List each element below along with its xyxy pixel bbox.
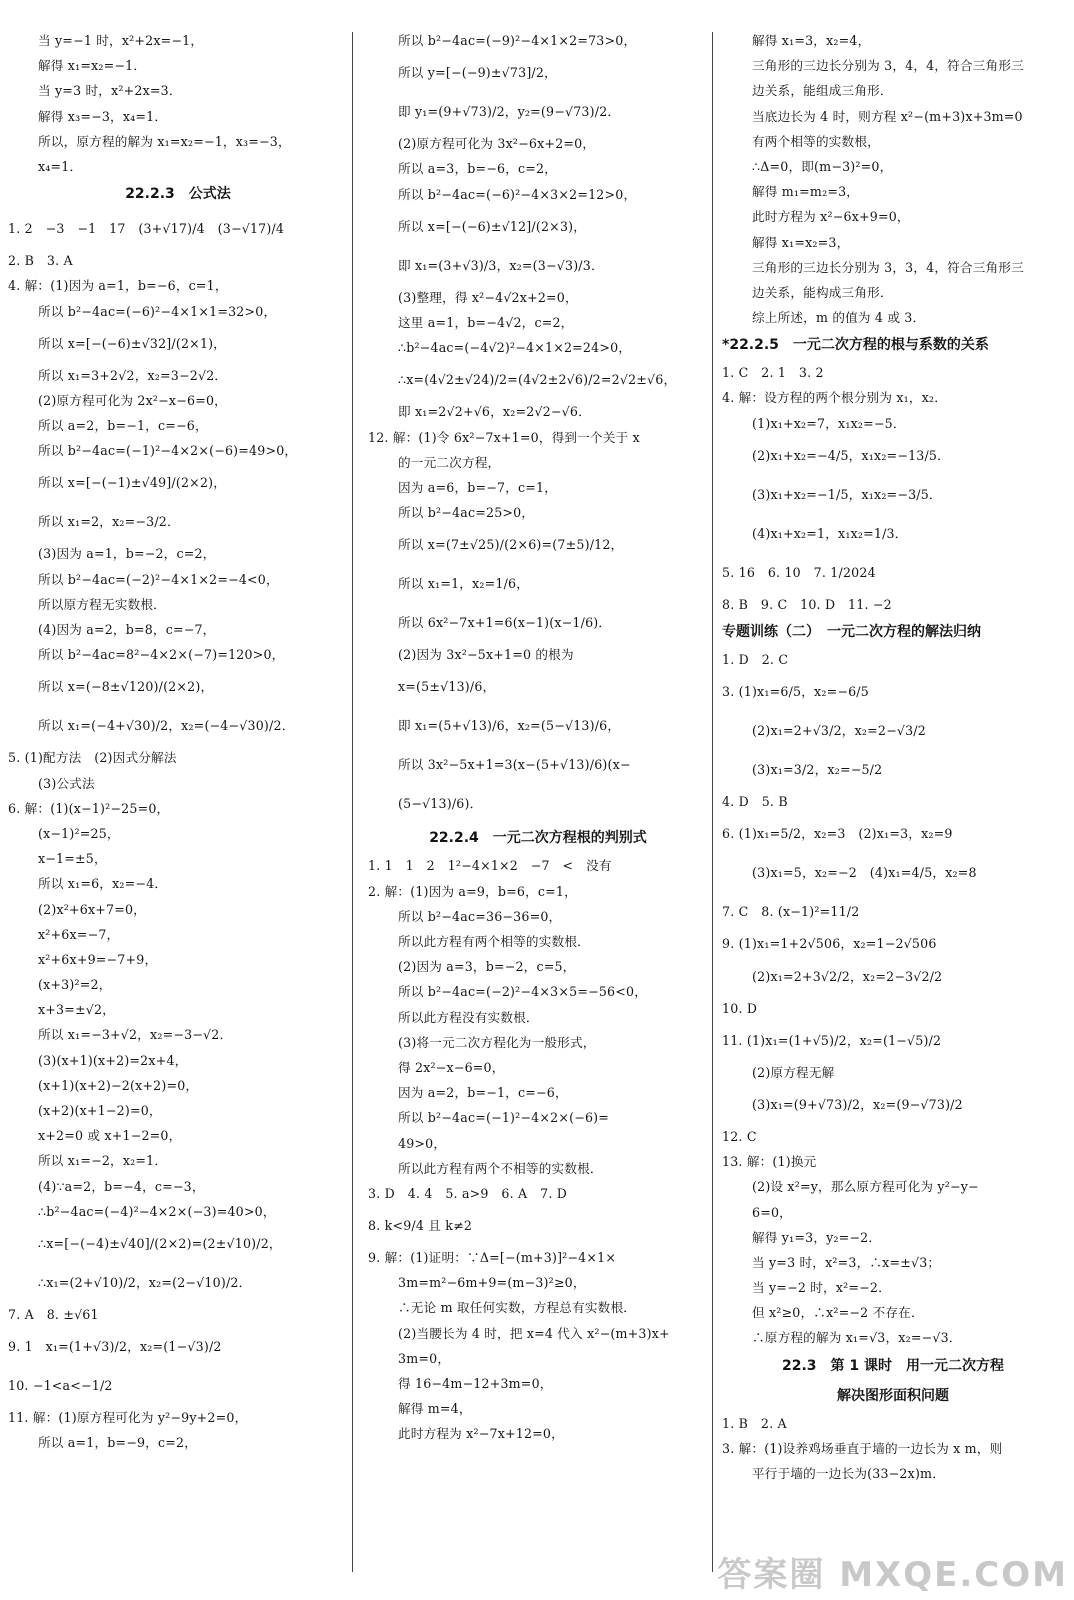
answer-line: 所以 a=1，b=−9，c=2， [38, 1435, 198, 1451]
answer-line: 所以此方程有两个不相等的实数根． [398, 1160, 603, 1176]
answer-line: (x−1)²=25， [38, 825, 120, 841]
answer-line: 1. C 2. 1 3. 2 [722, 365, 824, 381]
answer-line: 5. 16 6. 10 7. 1/2024 [722, 564, 876, 580]
answer-line: ∴无论 m 取任何实数，方程总有实数根． [398, 1300, 637, 1316]
answer-line: x=(5±√13)/6， [398, 679, 496, 695]
answer-line: (2)x²+6x+7=0， [38, 901, 146, 917]
answer-line: (2)原方程可化为 3x²−6x+2=0， [398, 136, 596, 152]
answer-line: (2)因为 3x²−5x+1=0 的根为 [398, 647, 574, 663]
answer-line: 所以 b²−4ac=(−6)²−4×1×1=32>0， [38, 303, 277, 319]
answer-line: (3)公式法 [38, 775, 95, 791]
answer-line: (3)(x+1)(x+2)=2x+4， [38, 1052, 188, 1068]
answer-line: 3m=m²−6m+9=(m−3)²≥0， [398, 1275, 586, 1291]
answer-line: (2)x₁=2+√3/2，x₂=2−√3/2 [752, 723, 926, 739]
answer-line: 所以 a=3，b=−6，c=2， [398, 161, 558, 177]
answer-line: 所以 x₁=1，x₂=1/6， [398, 576, 530, 592]
answer-line: 2. 解：(1)因为 a=9，b=6，c=1， [368, 883, 577, 899]
answer-line: (1)x₁+x₂=7，x₁x₂=−5． [752, 415, 906, 431]
answer-line: 解得 y₁=3，y₂=−2． [752, 1229, 882, 1245]
answer-line: 8. B 9. C 10. D 11. −2 [722, 596, 892, 612]
answer-line: (3)x₁=(9+√73)/2，x₂=(9−√73)/2 [752, 1096, 963, 1112]
answer-line: 即 x₁=(3+√3)/3，x₂=(3−√3)/3． [398, 257, 604, 273]
answer-line: 13. 解：(1)换元 [722, 1154, 817, 1170]
answer-line: (3)x₁=5，x₂=−2 (4)x₁=4/5，x₂=8 [752, 865, 977, 881]
answer-line: 所以 x₁=(−4+√30)/2，x₂=(−4−√30)/2． [38, 718, 295, 734]
answer-line: (2)因为 a=3，b=−2，c=5， [398, 959, 576, 975]
answer-line: 3. 解：(1)设养鸡场垂直于墙的一边长为 x m，则 [722, 1440, 1003, 1456]
answer-line: 所以 y=[−(−9)±√73]/2， [398, 65, 557, 81]
answer-line: (3)整理，得 x²−4√2x+2=0， [398, 289, 578, 305]
answer-line: 解得 m₁=m₂=3， [752, 184, 860, 200]
answer-line: 4. D 5. B [722, 794, 788, 810]
answer-line: 49>0， [398, 1135, 447, 1151]
answer-line: ∴原方程的解为 x₁=√3，x₂=−√3． [752, 1330, 962, 1346]
answer-line: 所以此方程没有实数根． [398, 1009, 539, 1025]
answer-line: 所以 x₁=3+2√2，x₂=3−2√2． [38, 367, 228, 383]
answer-line: 6. (1)x₁=5/2，x₂=3 (2)x₁=3，x₂=9 [722, 826, 953, 842]
answer-line: (2)x₁=2+3√2/2，x₂=2−3√2/2 [752, 968, 943, 984]
answer-line: x²+6x=−7， [38, 926, 120, 942]
answer-line: 的一元二次方程， [398, 454, 501, 470]
answer-line: 10. −1<a<−1/2 [8, 1378, 113, 1394]
answer-line: 1. 1 1 2 1²−4×1×2 −7 < 没有 [368, 858, 612, 874]
answer-line: (4)因为 a=2，b=8，c=−7， [38, 622, 216, 637]
answer-column-2 [368, 28, 708, 1447]
answer-line: 平行于墙的一边长为(33−2x)m． [752, 1466, 945, 1481]
answer-line: (3)将一元二次方程化为一般形式， [398, 1034, 596, 1050]
answer-line: ∴x=[−(−4)±√40]/(2×2)=(2±√10)/2， [38, 1235, 282, 1251]
section-heading: *22.2.5 一元二次方程的根与系数的关系 [722, 337, 989, 354]
answer-line: 解得 x₁=3，x₂=4， [752, 33, 871, 48]
answer-line: (3)x₁+x₂=−1/5，x₁x₂=−3/5． [752, 486, 942, 502]
answer-line: 所以 x₁=6，x₂=−4． [38, 876, 168, 892]
answer-line: (5−√13)/6)． [398, 796, 483, 812]
answer-line: 9. (1)x₁=1+2√506，x₂=1−2√506 [722, 936, 937, 952]
answer-line: 12. C [722, 1128, 757, 1144]
answer-line: 8. k<9/4 且 k≠2 [368, 1218, 473, 1234]
answer-line: 所以，原方程的解为 x₁=x₂=−1，x₃=−3， [38, 133, 291, 149]
answer-line: 10. D [722, 1000, 758, 1016]
answer-line: 边关系，能构成三角形． [752, 284, 893, 300]
answer-line: 4. 解：设方程的两个根分别为 x₁，x₂． [722, 390, 948, 406]
section-heading: 22.3 第 1 课时 用一元二次方程 [781, 1357, 1005, 1374]
answer-line: (x+1)(x+2)−2(x+2)=0， [38, 1077, 199, 1093]
answer-line: 所以 x₁=−3+√2，x₂=−3−√2． [38, 1027, 233, 1043]
answer-line: 此时方程为 x²−7x+12=0， [398, 1426, 564, 1442]
answer-line: 即 x₁=2√2+√6，x₂=2√2−√6． [398, 404, 591, 420]
answer-line: 所以 b²−4ac=(−9)²−4×1×2=73>0， [398, 33, 637, 48]
answer-line: 5. (1)配方法 (2)因式分解法 [8, 750, 177, 766]
answer-line: 所以 b²−4ac=(−1)²−4×2×(−6)= [398, 1110, 610, 1126]
column-divider [712, 32, 713, 1572]
answer-line: (4)∵a=2，b=−4，c=−3， [38, 1178, 205, 1194]
answer-line: 所以 b²−4ac=(−6)²−4×3×2=12>0， [398, 186, 637, 202]
answer-column-1 [8, 28, 348, 1456]
answer-line: 11. 解：(1)原方程可化为 y²−9y+2=0， [8, 1410, 248, 1426]
answer-line: x₄=1． [38, 158, 83, 174]
answer-line: ∴b²−4ac=(−4)²−4×2×(−3)=40>0， [38, 1203, 276, 1219]
section-heading: 22.2.3 公式法 [125, 186, 231, 203]
answer-line: (4)x₁+x₂=1，x₁x₂=1/3． [752, 525, 908, 541]
answer-line: 所以 b²−4ac=8²−4×2×(−7)=120>0， [38, 647, 285, 663]
answer-line: 所以 a=2，b=−1，c=−6， [38, 418, 208, 434]
answer-line: 1. D 2. C [722, 652, 789, 667]
answer-line: 1. 2 −3 −1 17 (3+√17)/4 (3−√17)/4 [8, 221, 285, 237]
answer-line: 所以 6x²−7x+1=6(x−1)(x−1/6)． [398, 615, 612, 631]
answer-line: 所以 b²−4ac=25>0， [398, 505, 535, 521]
answer-line: 所以 x=[−(−1)±√49]/(2×2)， [38, 475, 227, 491]
answer-line: 4. 解：(1)因为 a=1，b=−6，c=1， [8, 278, 228, 294]
answer-line: 3m=0， [398, 1350, 451, 1366]
answer-line: 所以 x=(−8±√120)/(2×2)， [38, 679, 214, 695]
answer-line: 当底边长为 4 时，则方程 x²−(m+3)x+3m=0 [752, 108, 1023, 124]
answer-line: 即 x₁=(5+√13)/6，x₂=(5−√13)/6， [398, 718, 621, 734]
answer-line: x−1=±5， [38, 851, 107, 867]
section-heading: 22.2.4 一元二次方程根的判别式 [429, 830, 647, 847]
answer-line: 所以 x=[−(−6)±√32]/(2×1)， [38, 335, 227, 351]
answer-line: (2)x₁+x₂=−4/5，x₁x₂=−13/5． [752, 447, 950, 463]
answer-line: (x+2)(x+1−2)=0， [38, 1103, 162, 1118]
answer-line: 当 y=3 时，x²=3，∴x=±√3； [752, 1254, 941, 1270]
answer-line: 3. (1)x₁=6/5，x₂=−6/5 [722, 684, 869, 700]
answer-column-3 [722, 28, 1064, 1486]
section-heading: 专题训练（二） 一元二次方程的解法归纳 [722, 624, 981, 640]
answer-line: 当 y=−2 时，x²=−2． [752, 1280, 891, 1296]
answer-line: 3. D 4. 4 5. a>9 6. A 7. D [368, 1185, 568, 1201]
answer-line: ∴x=(4√2±√24)/2=(4√2±2√6)/2=2√2±√6， [398, 372, 677, 388]
answer-line: 所以 b²−4ac=(−2)²−4×3×5=−56<0， [398, 984, 648, 1000]
answer-line: (2)设 x²=y，那么原方程可化为 y²−y− [752, 1179, 979, 1195]
answer-line: 因为 a=6，b=−7，c=1， [398, 479, 558, 495]
answer-line: 6. 解：(1)(x−1)²−25=0， [8, 800, 170, 816]
answer-line: 当 y=−1 时，x²+2x=−1， [38, 33, 204, 48]
answer-line: 所以 x=[−(−6)±√12]/(2×3)， [398, 218, 587, 234]
answer-line: 12. 解：(1)令 6x²−7x+1=0，得到一个关于 x [368, 429, 640, 445]
answer-line: 7. C 8. (x−1)²=11/2 [722, 904, 860, 920]
answer-line: 解得 m=4， [398, 1401, 472, 1417]
answer-line: 6=0， [752, 1204, 792, 1220]
answer-line: 解得 x₃=−3，x₄=1． [38, 108, 168, 124]
answer-line: 所以 3x²−5x+1=3(x−(5+√13)/6)(x− [398, 757, 631, 773]
answer-line: 边关系，能组成三角形． [752, 83, 893, 99]
answer-line: 因为 a=2，b=−1，c=−6， [398, 1085, 568, 1101]
answer-line: 所以 b²−4ac=(−2)²−4×1×2=−4<0， [38, 571, 279, 587]
answer-line: x+3=±√2， [38, 1002, 116, 1018]
answer-line: (2)当腰长为 4 时，把 x=4 代入 x²−(m+3)x+ [398, 1325, 670, 1341]
answer-line: 得 2x²−x−6=0， [398, 1059, 505, 1075]
answer-line: 但 x²≥0，∴x²=−2 不存在． [752, 1305, 924, 1321]
answer-line: 这里 a=1，b=−4√2，c=2， [398, 314, 574, 330]
answer-line: 所以 x=(7±√25)/(2×6)=(7±5)/12， [398, 537, 624, 553]
column-divider [352, 32, 353, 1572]
answer-line: (x+3)²=2， [38, 977, 112, 993]
answer-line: 所以 b²−4ac=36−36=0， [398, 908, 562, 924]
answer-line: 1. B 2. A [722, 1415, 787, 1431]
answer-line: x²+6x+9=−7+9， [38, 951, 158, 967]
answer-line: (2)原方程无解 [752, 1064, 835, 1080]
answer-line: 解得 x₁=x₂=3， [752, 234, 850, 250]
answer-line: 11. (1)x₁=(1+√5)/2，x₂=(1−√5)/2 [722, 1032, 942, 1048]
answer-line: 当 y=3 时，x²+2x=3． [38, 83, 182, 99]
answer-line: 三角形的三边长分别为 3，3，4，符合三角形三 [752, 259, 1024, 275]
answer-line: 得 16−4m−12+3m=0， [398, 1376, 553, 1391]
answer-line: 所以此方程有两个相等的实数根． [398, 934, 590, 949]
answer-line: ∴b²−4ac=(−4√2)²−4×1×2=24>0， [398, 340, 632, 356]
answer-line: 所以 x₁=−2，x₂=1． [38, 1153, 168, 1169]
site-watermark: 答案圈 MXQE.COM [717, 1555, 1068, 1595]
answer-line: 有两个相等的实数根， [752, 133, 880, 149]
answer-line: 2. B 3. A [8, 253, 73, 269]
answer-line: (2)原方程可化为 2x²−x−6=0， [38, 392, 227, 408]
answer-line: 所以 x₁=2，x₂=−3/2． [38, 514, 180, 530]
answer-line: 综上所述，m 的值为 4 或 3． [752, 310, 926, 326]
answer-line: x+2=0 或 x+1−2=0， [38, 1128, 182, 1144]
answer-line: 所以 b²−4ac=(−1)²−4×2×(−6)=49>0， [38, 443, 298, 459]
answer-line: 解得 x₁=x₂=−1． [38, 58, 147, 74]
answer-line: ∴Δ=0，即(m−3)²=0， [752, 158, 893, 174]
answer-line: 即 y₁=(9+√73)/2，y₂=(9−√73)/2． [398, 104, 621, 120]
answer-line: 此时方程为 x²−6x+9=0， [752, 209, 910, 225]
answer-line: 三角形的三边长分别为 3，4，4，符合三角形三 [752, 58, 1024, 74]
answer-line: (3)因为 a=1，b=−2，c=2， [38, 546, 216, 562]
answer-line: 7. A 8. ±√61 [8, 1306, 99, 1322]
section-heading: 解决图形面积问题 [837, 1387, 949, 1404]
answer-line: (3)x₁=3/2，x₂=−5/2 [752, 762, 883, 778]
answer-line: 所以原方程无实数根． [38, 596, 166, 612]
answer-line: ∴x₁=(2+√10)/2，x₂=(2−√10)/2． [38, 1274, 252, 1290]
answer-line: 9. 解：(1)证明：∵Δ=[−(m+3)]²−4×1× [368, 1250, 617, 1266]
answer-line: 9. 1 x₁=(1+√3)/2，x₂=(1−√3)/2 [8, 1339, 222, 1355]
